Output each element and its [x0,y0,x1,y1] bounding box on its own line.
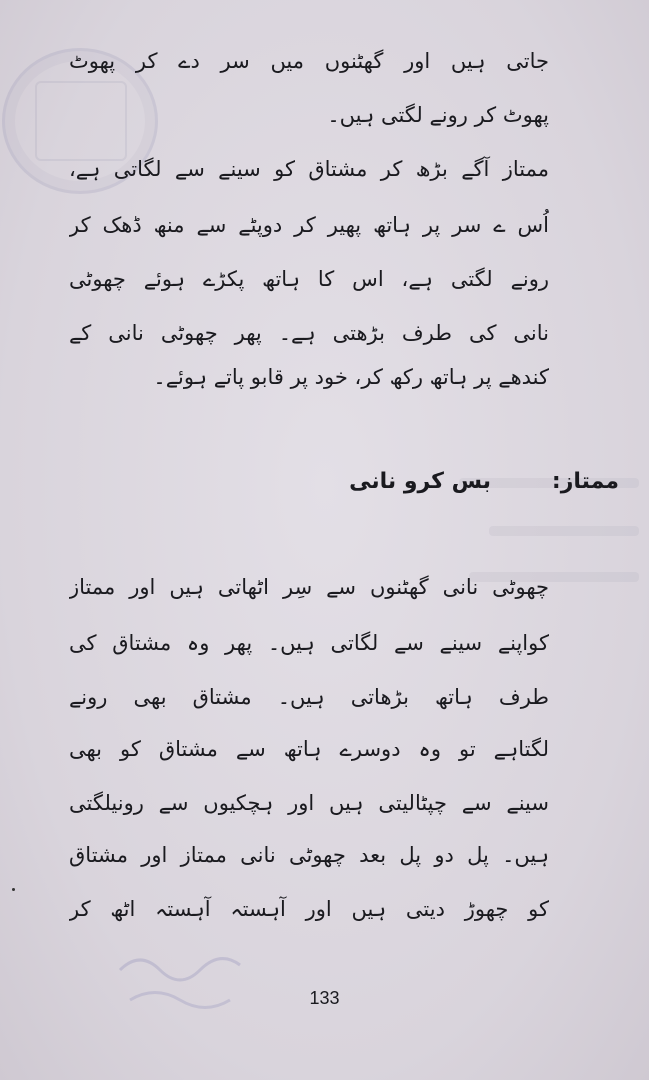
text-line: نانی کی طرف بڑھتی ہے۔ پھر چھوٹی نانی کے [69,321,549,345]
text-line: طرف ہاتھ بڑھاتی ہیں۔ مشتاق بھی رونے [69,685,549,709]
text-line: اُس ے سر پر ہاتھ پھیر کر دوپٹے سے منھ ڈھک کر [69,213,549,237]
speaker-name: ممتاز: [551,469,619,494]
bleed-through-mark [489,526,639,536]
dialogue-line: بس کرو نانی [349,469,491,494]
page-number: 133 [309,988,340,1008]
text-line: چھوٹی نانی گھٹنوں سے سِر اٹھاتی ہیں اور ممتاز [69,575,549,599]
text-line: ہیں۔ پل دو پل بعد چھوٹی نانی ممتاز اور مشتاق [69,843,549,867]
text-line: لگتاہے تو وہ دوسرے ہاتھ سے مشتاق کو بھی [69,737,549,761]
text-line: کواپنے سینے سے لگاتی ہیں۔ پھر وہ مشتاق کی [69,631,549,655]
text-line: کو چھوڑ دیتی ہیں اور آہستہ آہستہ اٹھ کر [69,897,549,921]
text-line: رونے لگتی ہے، اس کا ہاتھ پکڑے ہوئے چھوٹی [69,267,549,291]
text-line: کندھے پر ہاتھ رکھ کر، خود پر قابو پاتے ہوئے۔ [153,365,549,389]
text-line: پھوٹ کر رونے لگتی ہیں۔ [327,103,549,127]
text-line: ممتاز آگے بڑھ کر مشتاق کو سینے سے لگاتی ہے، [69,157,549,181]
margin-speck [12,888,15,891]
dialogue-row [0,462,649,502]
text-line: سینے سے چپٹالیتی ہیں اور ہچکیوں سے رونیلگتی [69,791,549,815]
text-line: جاتی ہیں اور گھٹنوں میں سر دے کر پھوٹ [69,49,549,73]
